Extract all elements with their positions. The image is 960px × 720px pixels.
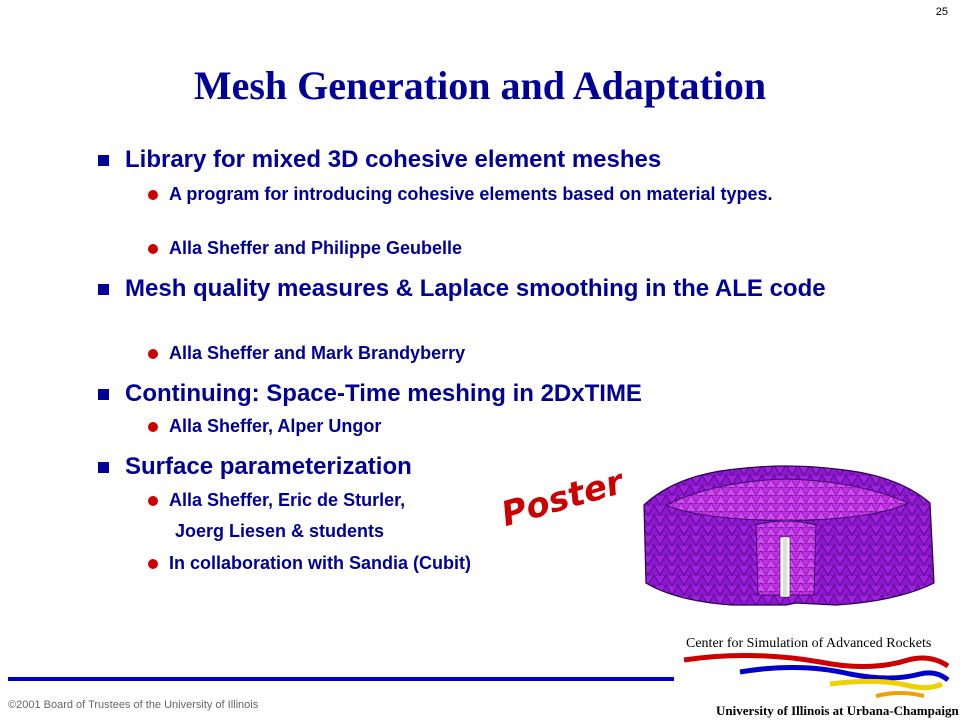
round-bullet-icon (148, 190, 158, 200)
round-bullet-icon (148, 559, 158, 569)
footer-line (8, 677, 674, 681)
sub-bullet-4-2-text: Joerg Liesen & students (175, 521, 385, 541)
square-bullet-icon (98, 462, 109, 473)
sub-bullet-1-2-text: Alla Sheffer and Philippe Geubelle (169, 238, 463, 258)
round-bullet-icon (148, 244, 158, 254)
university-name: University of Illinois at Urbana-Champaign (716, 703, 959, 718)
bullet-4-text: Surface parameterization (125, 453, 412, 480)
csar-logo-icon (680, 652, 952, 702)
round-bullet-icon (148, 496, 158, 506)
poster-label: Poster (496, 462, 628, 535)
round-bullet-icon (148, 349, 158, 359)
square-bullet-icon (98, 155, 109, 166)
square-bullet-icon (98, 284, 109, 295)
page-number: 25 (935, 6, 948, 18)
sub-bullet-4-3-text: In collaboration with Sandia (Cubit) (169, 553, 471, 573)
sub-bullet-4-1-text: Alla Sheffer, Eric de Sturler, (169, 490, 406, 510)
round-bullet-icon (148, 422, 158, 432)
bullet-2-text: Mesh quality measures & Laplace smoothing in the ALE code (125, 275, 826, 302)
bullet-1-text: Library for mixed 3D cohesive element meshes (125, 146, 662, 173)
sub-bullet-3-1-text: Alla Sheffer, Alper Ungor (169, 416, 382, 436)
bullet-3-text: Continuing: Space-Time meshing in 2DxTIME (125, 380, 642, 407)
sub-bullet-1-1-text: A program for introducing cohesive elements based on material types. (169, 184, 773, 204)
copyright: ©2001 Board of Trustees of the University of Illinois (8, 699, 259, 711)
sub-bullet-2-1-text: Alla Sheffer and Mark Brandyberry (169, 343, 466, 363)
square-bullet-icon (98, 389, 109, 400)
slide-title: Mesh Generation and Adaptation (193, 63, 767, 108)
mesh-model-image (636, 455, 940, 615)
center-name: Center for Simulation of Advanced Rockets (686, 636, 932, 651)
